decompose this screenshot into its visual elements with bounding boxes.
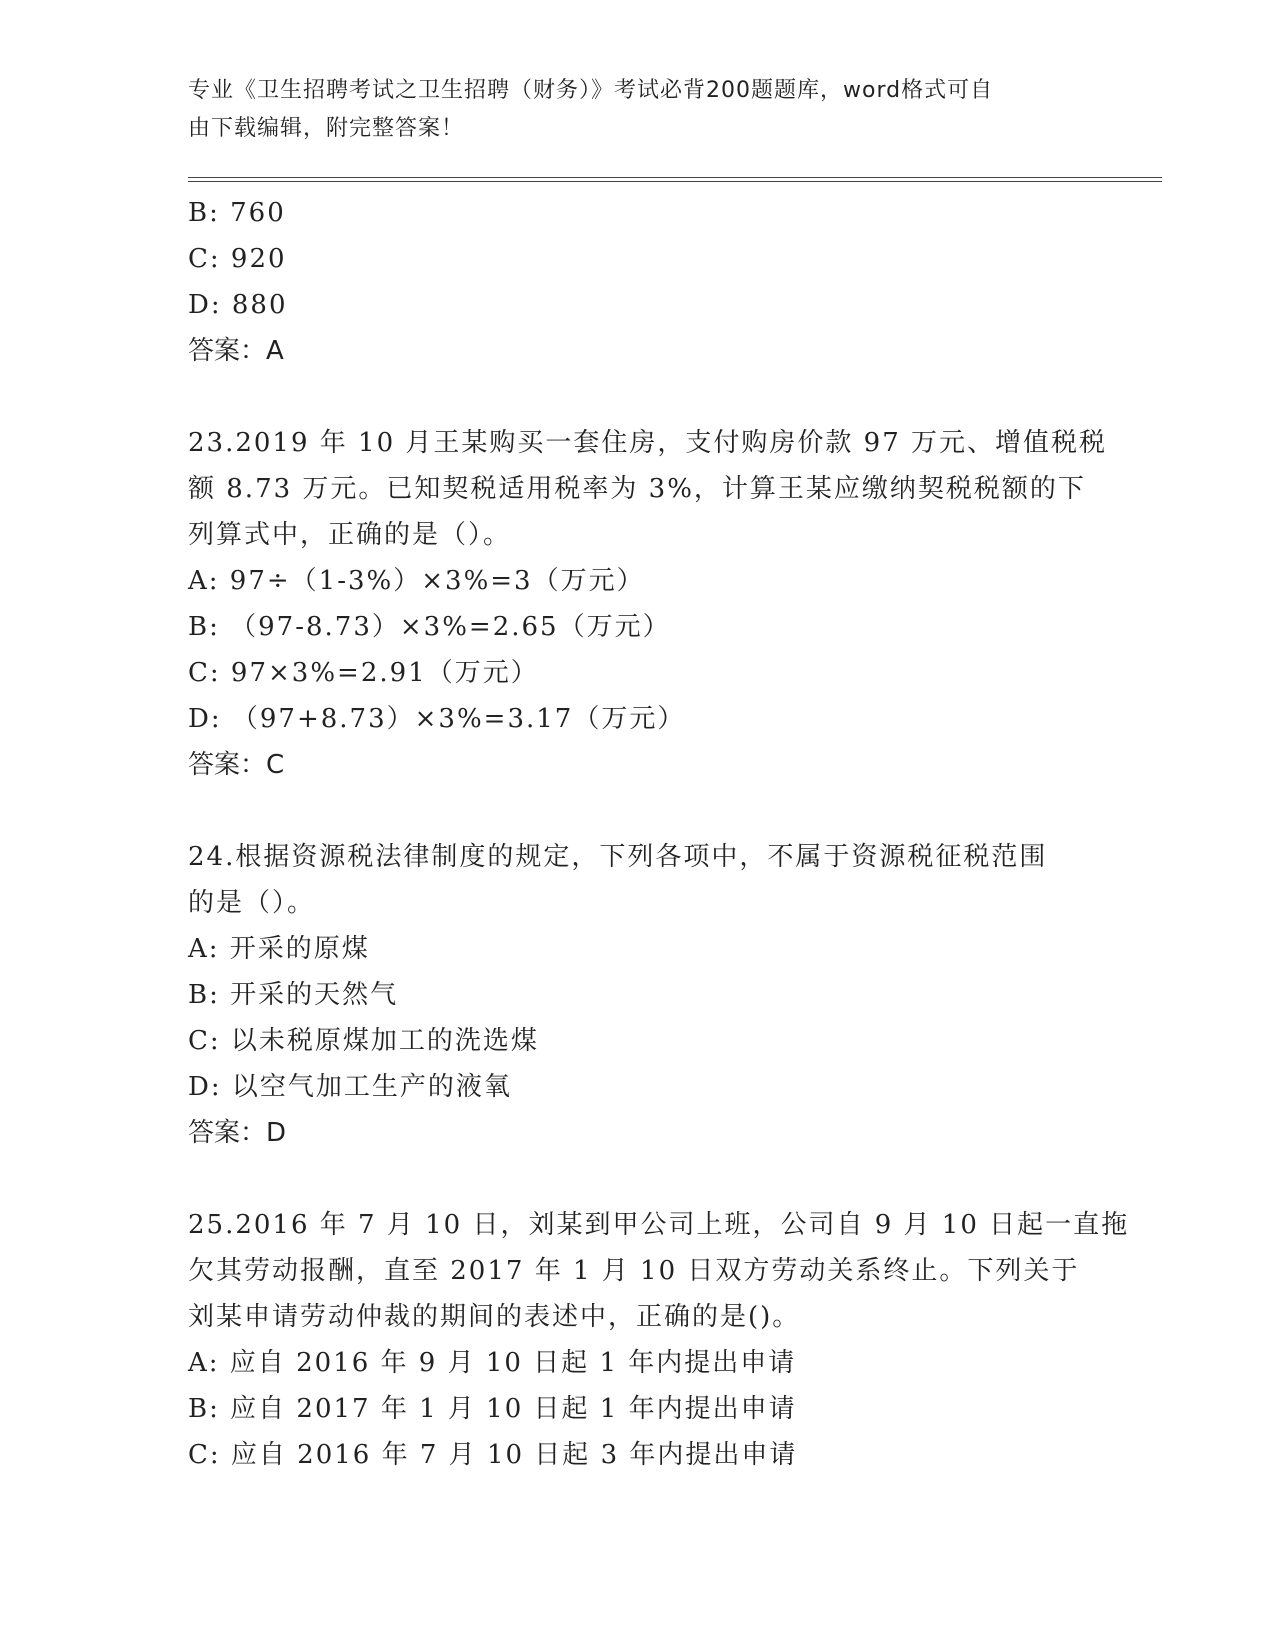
option-b: B: 应自 2017 年 1 月 10 日起 1 年内提出申请: [188, 1394, 797, 1424]
spacer: [188, 1156, 1088, 1202]
header-line-1: 专业《卫生招聘考试之卫生招聘（财务）》考试必背200题题库，word格式可自: [188, 78, 994, 103]
option-d: D: （97+8.73）×3%=3.17（万元）: [188, 704, 686, 734]
question-25: [188, 1202, 1130, 1478]
question-text-line: 刘某申请劳动仲裁的期间的表述中，正确的是()。: [188, 1302, 801, 1332]
question-text-line: 25.2016 年 7 月 10 日，刘某到甲公司上班，公司自 9 月 10 日起一直拖: [188, 1210, 1130, 1240]
option-d: D: 以空气加工生产的液氧: [188, 1072, 512, 1102]
option-c: C: 应自 2016 年 7 月 10 日起 3 年内提出申请: [188, 1440, 798, 1470]
spacer: [188, 788, 1088, 834]
answer-line: 答案：A: [188, 336, 284, 366]
option-b: B: 760: [188, 198, 286, 228]
header-divider: [188, 177, 1162, 182]
header-line-2: 由下载编辑，附完整答案！: [188, 116, 465, 141]
question-text-line: 24.根据资源税法律制度的规定，下列各项中，不属于资源税征税范围: [188, 842, 1048, 872]
option-a: A: 97÷（1-3%）×3%=3（万元）: [188, 566, 645, 596]
option-d: D: 880: [188, 290, 288, 320]
question-23: [188, 420, 1108, 788]
option-a: A: 开采的原煤: [188, 934, 370, 964]
answer-line: 答案：C: [188, 750, 285, 780]
question-text-line: 额 8.73 万元。已知契税适用税率为 3%，计算王某应缴纳契税税额的下: [188, 474, 1086, 504]
prev-question-block: [188, 190, 1088, 374]
question-text-line: 的是（）。: [188, 888, 316, 918]
option-b: B: 开采的天然气: [188, 980, 399, 1010]
question-text-line: 欠其劳动报酬，直至 2017 年 1 月 10 日双方劳动关系终止。下列关于: [188, 1256, 1080, 1286]
answer-line: 答案：D: [188, 1118, 287, 1148]
option-b: B: （97-8.73）×3%=2.65（万元）: [188, 612, 671, 642]
question-text-line: 23.2019 年 10 月王某购买一套住房，支付购房价款 97 万元、增值税税: [188, 428, 1108, 458]
page-header: [188, 72, 1088, 148]
document-body: [188, 190, 1130, 1478]
option-c: C: 97×3%=2.91（万元）: [188, 658, 539, 688]
option-a: A: 应自 2016 年 9 月 10 日起 1 年内提出申请: [188, 1348, 797, 1378]
option-c: C: 以未税原煤加工的洗选煤: [188, 1026, 539, 1056]
spacer: [188, 374, 1088, 420]
question-text-line: 列算式中，正确的是（）。: [188, 520, 512, 550]
option-c: C: 920: [188, 244, 287, 274]
question-24: [188, 834, 1088, 1156]
